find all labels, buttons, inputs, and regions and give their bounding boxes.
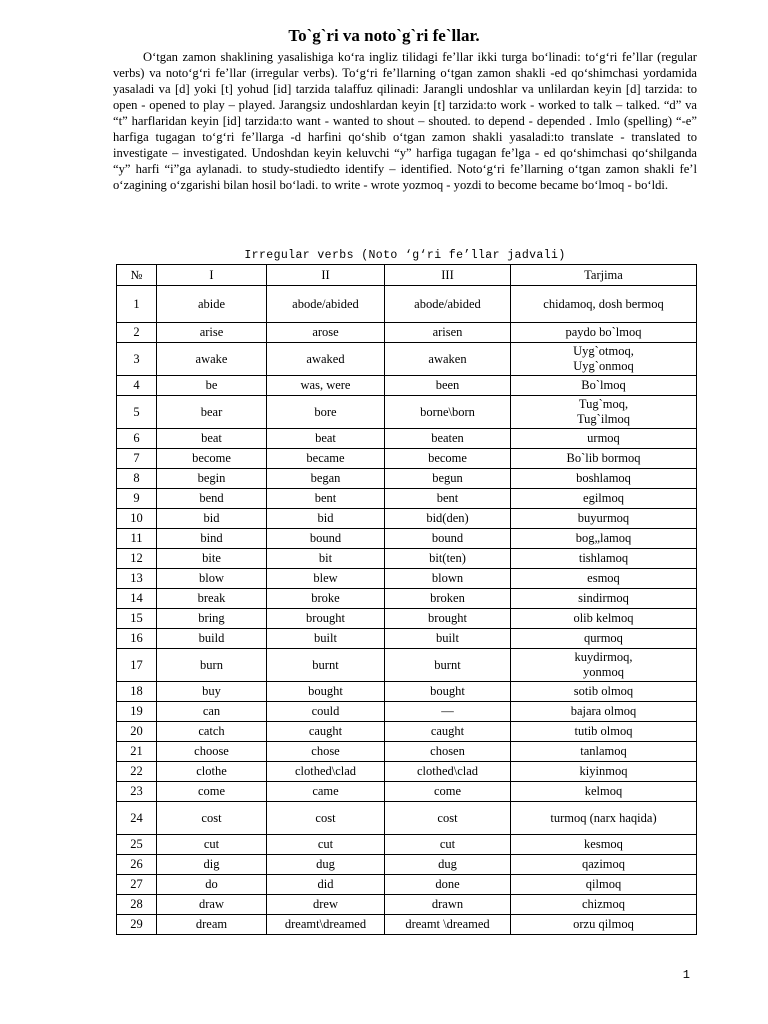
translation-line: turmoq (narx haqida) <box>550 810 657 825</box>
base-form-cell: cost <box>157 802 267 835</box>
table-row <box>117 286 697 323</box>
base-form-cell: abide <box>157 286 267 323</box>
past-simple-cell: chose <box>267 742 385 762</box>
past-simple-cell: abode/abided <box>267 286 385 323</box>
base-form-cell: become <box>157 449 267 469</box>
translation-line: yonmoq <box>583 665 624 679</box>
past-participle-cell: been <box>385 376 511 396</box>
past-participle-cell: abode/abided <box>385 286 511 323</box>
past-simple-cell: clothed\clad <box>267 762 385 782</box>
past-participle-cell: cut <box>385 835 511 855</box>
row-number-cell: 25 <box>117 835 157 855</box>
past-participle-cell: begun <box>385 469 511 489</box>
base-form-cell: be <box>157 376 267 396</box>
row-number-cell: 15 <box>117 609 157 629</box>
translation-line: qurmoq <box>584 631 623 645</box>
base-form-cell: bear <box>157 396 267 429</box>
past-participle-cell: drawn <box>385 895 511 915</box>
past-participle-cell: borne\born <box>385 396 511 429</box>
base-form-cell: clothe <box>157 762 267 782</box>
translation-line: qazimoq <box>581 857 626 871</box>
table-row <box>117 875 697 895</box>
base-form-cell: do <box>157 875 267 895</box>
translation-line: orzu qilmoq <box>573 917 634 931</box>
table-row <box>117 396 697 429</box>
translation-line: paydo bo`lmoq <box>565 325 642 339</box>
base-form-cell: buy <box>157 682 267 702</box>
translation-line: Uyg`onmoq <box>573 359 634 373</box>
header-past-participle: III <box>385 265 511 286</box>
translation-line: egilmoq <box>583 491 624 505</box>
table-row <box>117 609 697 629</box>
base-form-cell: break <box>157 589 267 609</box>
translation-cell <box>511 802 697 835</box>
translation-cell <box>511 323 697 343</box>
past-participle-cell: arisen <box>385 323 511 343</box>
table-row <box>117 682 697 702</box>
header-base-form: I <box>157 265 267 286</box>
past-participle-cell: come <box>385 782 511 802</box>
past-simple-cell: bore <box>267 396 385 429</box>
past-simple-cell: bought <box>267 682 385 702</box>
past-simple-cell: broke <box>267 589 385 609</box>
base-form-cell: cut <box>157 835 267 855</box>
past-participle-cell: built <box>385 629 511 649</box>
row-number-cell: 16 <box>117 629 157 649</box>
past-simple-cell: cut <box>267 835 385 855</box>
past-participle-cell: bit(ten) <box>385 549 511 569</box>
table-row <box>117 449 697 469</box>
translation-cell <box>511 682 697 702</box>
table-row <box>117 429 697 449</box>
translation-line: kelmoq <box>584 784 623 798</box>
translation-cell <box>511 589 697 609</box>
base-form-cell: arise <box>157 323 267 343</box>
translation-line: sotib olmoq <box>573 684 634 698</box>
base-form-cell: bid <box>157 509 267 529</box>
table-row <box>117 762 697 782</box>
translation-line: sindirmoq <box>578 591 629 605</box>
base-form-cell: dig <box>157 855 267 875</box>
table-caption: Irregular verbs (Noto ‘g‘ri fe’llar jadvali) <box>244 249 566 262</box>
base-form-cell: bite <box>157 549 267 569</box>
translation-cell <box>511 742 697 762</box>
past-participle-cell: burnt <box>385 649 511 682</box>
table-row <box>117 629 697 649</box>
table-header-row <box>117 265 697 286</box>
translation-line: tishlamoq <box>578 551 629 565</box>
past-participle-cell: bought <box>385 682 511 702</box>
translation-line: boshlamoq <box>576 471 631 485</box>
past-simple-cell: beat <box>267 429 385 449</box>
past-participle-cell: dreamt \dreamed <box>385 915 511 935</box>
table-row <box>117 569 697 589</box>
past-simple-cell: did <box>267 875 385 895</box>
row-number-cell: 17 <box>117 649 157 682</box>
base-form-cell: draw <box>157 895 267 915</box>
past-participle-cell: dug <box>385 855 511 875</box>
base-form-cell: catch <box>157 722 267 742</box>
base-form-cell: dream <box>157 915 267 935</box>
table-row <box>117 702 697 722</box>
translation-line: chizmoq <box>581 897 626 911</box>
row-number-cell: 2 <box>117 323 157 343</box>
past-simple-cell: drew <box>267 895 385 915</box>
past-participle-cell: bid(den) <box>385 509 511 529</box>
base-form-cell: blow <box>157 569 267 589</box>
past-simple-cell: bit <box>267 549 385 569</box>
translation-line: kesmoq <box>584 837 623 851</box>
past-simple-cell: was, were <box>267 376 385 396</box>
row-number-cell: 1 <box>117 286 157 323</box>
past-simple-cell: blew <box>267 569 385 589</box>
translation-line: Tug`moq, <box>578 397 629 411</box>
row-number-cell: 12 <box>117 549 157 569</box>
translation-cell <box>511 489 697 509</box>
row-number-cell: 4 <box>117 376 157 396</box>
base-form-cell: choose <box>157 742 267 762</box>
base-form-cell: begin <box>157 469 267 489</box>
translation-line: bajara olmoq <box>570 704 637 718</box>
past-participle-cell: done <box>385 875 511 895</box>
row-number-cell: 24 <box>117 802 157 835</box>
translation-cell <box>511 429 697 449</box>
row-number-cell: 18 <box>117 682 157 702</box>
table-row <box>117 915 697 935</box>
table-row <box>117 742 697 762</box>
translation-line: Tug`ilmoq <box>576 412 631 426</box>
past-participle-cell: brought <box>385 609 511 629</box>
row-number-cell: 19 <box>117 702 157 722</box>
row-number-cell: 26 <box>117 855 157 875</box>
translation-cell <box>511 396 697 429</box>
base-form-cell: build <box>157 629 267 649</box>
translation-cell <box>511 835 697 855</box>
translation-cell <box>511 782 697 802</box>
row-number-cell: 23 <box>117 782 157 802</box>
translation-cell <box>511 529 697 549</box>
table-row <box>117 589 697 609</box>
past-simple-cell: became <box>267 449 385 469</box>
past-simple-cell: dreamt\dreamed <box>267 915 385 935</box>
translation-line: kiyinmoq <box>579 764 628 778</box>
translation-line: Bo`lib bormoq <box>566 451 641 465</box>
row-number-cell: 9 <box>117 489 157 509</box>
row-number-cell: 11 <box>117 529 157 549</box>
translation-cell <box>511 915 697 935</box>
row-number-cell: 27 <box>117 875 157 895</box>
past-participle-cell: clothed\clad <box>385 762 511 782</box>
translation-cell <box>511 629 697 649</box>
past-participle-cell: broken <box>385 589 511 609</box>
row-number-cell: 21 <box>117 742 157 762</box>
base-form-cell: bind <box>157 529 267 549</box>
row-number-cell: 13 <box>117 569 157 589</box>
past-simple-cell: cost <box>267 802 385 835</box>
row-number-cell: 28 <box>117 895 157 915</box>
intro-paragraph <box>113 49 697 193</box>
header-number: № <box>117 265 157 286</box>
row-number-cell: 10 <box>117 509 157 529</box>
translation-line: bog„lamoq <box>575 531 632 545</box>
translation-cell <box>511 855 697 875</box>
past-simple-cell: bid <box>267 509 385 529</box>
past-participle-cell: bound <box>385 529 511 549</box>
translation-cell <box>511 449 697 469</box>
base-form-cell: bend <box>157 489 267 509</box>
past-participle-cell: become <box>385 449 511 469</box>
row-number-cell: 20 <box>117 722 157 742</box>
row-number-cell: 5 <box>117 396 157 429</box>
base-form-cell: awake <box>157 343 267 376</box>
row-number-cell: 14 <box>117 589 157 609</box>
intro-text: O‘tgan zamon shaklining yasalishiga ko‘ra ingliz tilidagi fe’llar ikki turga bo‘linadi: to‘g‘ri fe’llar (regular verbs) va noto‘g‘ri fe’llar (irregular verbs). To‘g‘ri fe’llarning o‘tgan zamon shakli -ed qo‘shimchasi yordamida yasaladi va [d] yoki [t] yohud [id] tarzida talaffuz qilinadi: Jarangli undoshlar va unlilardan keyin [d] tarzida: to open - opened to play – played. Jarangsiz undoshlardan keyin [t] tarzida:to work - worked to talk – talked. “d” va “t” harflaridan keyin [id] tarzida:to want - wanted to shout – shouted. to depend - depended . Imlo (spelling) “-e” harfiga tugagan to‘g‘ri fe’llarga -d harfini qo‘shib o‘tgan zamon shakli yasaladi:to translate - translated to investigate – investigated. Undoshdan keyin keluvchi “y” harfiga tugagan fe’lga - ed qo‘shimchasi qo‘shilganda “y” harfi “i”ga aylanadi. to study-studiedto identify – identified. Noto‘g‘ri fe’llarning o‘tgan zamon shakli fe’l o‘zagining o‘zgarishi bilan hosil bo‘ladi. to write - wrote yozmoq - yozdi to become became bo‘lmoq - bo‘ldi. <box>113 50 697 192</box>
past-simple-cell: bound <box>267 529 385 549</box>
translation-cell <box>511 286 697 323</box>
translation-cell <box>511 549 697 569</box>
table-row <box>117 529 697 549</box>
irregular-verbs-table <box>116 264 697 935</box>
translation-line: chidamoq, dosh bermoq <box>543 296 664 311</box>
past-simple-cell: arose <box>267 323 385 343</box>
past-simple-cell: built <box>267 629 385 649</box>
translation-line: tutib olmoq <box>574 724 633 738</box>
table-row <box>117 802 697 835</box>
table-row <box>117 549 697 569</box>
past-simple-cell: brought <box>267 609 385 629</box>
past-simple-cell: began <box>267 469 385 489</box>
translation-line: buyurmoq <box>577 511 630 525</box>
table-row <box>117 835 697 855</box>
table-row <box>117 782 697 802</box>
translation-line: urmoq <box>587 431 620 445</box>
base-form-cell: bring <box>157 609 267 629</box>
row-number-cell: 3 <box>117 343 157 376</box>
row-number-cell: 6 <box>117 429 157 449</box>
translation-cell <box>511 649 697 682</box>
table-row <box>117 323 697 343</box>
table-row <box>117 855 697 875</box>
past-simple-cell: caught <box>267 722 385 742</box>
past-participle-cell: blown <box>385 569 511 589</box>
row-number-cell: 7 <box>117 449 157 469</box>
row-number-cell: 8 <box>117 469 157 489</box>
table-row <box>117 469 697 489</box>
translation-line: Bo`lmoq <box>581 378 626 392</box>
past-simple-cell: came <box>267 782 385 802</box>
translation-cell <box>511 509 697 529</box>
translation-line: olib kelmoq <box>573 611 634 625</box>
table-row <box>117 722 697 742</box>
translation-cell <box>511 469 697 489</box>
past-simple-cell: awaked <box>267 343 385 376</box>
translation-cell <box>511 376 697 396</box>
translation-line: kuydirmoq, <box>574 650 633 664</box>
row-number-cell: 29 <box>117 915 157 935</box>
row-number-cell: 22 <box>117 762 157 782</box>
header-translation: Tarjima <box>511 265 697 286</box>
past-simple-cell: dug <box>267 855 385 875</box>
base-form-cell: burn <box>157 649 267 682</box>
past-simple-cell: bent <box>267 489 385 509</box>
translation-line: esmoq <box>587 571 620 585</box>
page-number: 1 <box>682 968 690 982</box>
table-row <box>117 509 697 529</box>
base-form-cell: can <box>157 702 267 722</box>
past-participle-cell: — <box>385 702 511 722</box>
past-participle-cell: cost <box>385 802 511 835</box>
base-form-cell: beat <box>157 429 267 449</box>
translation-cell <box>511 569 697 589</box>
past-participle-cell: caught <box>385 722 511 742</box>
translation-cell <box>511 895 697 915</box>
past-participle-cell: bent <box>385 489 511 509</box>
table-row <box>117 376 697 396</box>
translation-cell <box>511 702 697 722</box>
past-simple-cell: burnt <box>267 649 385 682</box>
past-participle-cell: beaten <box>385 429 511 449</box>
page-title: To`g`ri va noto`g`ri fe`llar. <box>288 26 480 45</box>
translation-cell <box>511 722 697 742</box>
translation-cell <box>511 762 697 782</box>
table-row <box>117 895 697 915</box>
past-participle-cell: awaken <box>385 343 511 376</box>
translation-cell <box>511 609 697 629</box>
translation-line: qilmoq <box>585 877 622 891</box>
base-form-cell: come <box>157 782 267 802</box>
translation-line: Uyg`otmoq, <box>573 344 634 358</box>
table-row <box>117 649 697 682</box>
table-body <box>117 286 697 935</box>
header-past-simple: II <box>267 265 385 286</box>
translation-cell <box>511 343 697 376</box>
past-simple-cell: could <box>267 702 385 722</box>
past-participle-cell: chosen <box>385 742 511 762</box>
table-row <box>117 489 697 509</box>
translation-line: tanlamoq <box>580 744 627 758</box>
translation-cell <box>511 875 697 895</box>
table-row <box>117 343 697 376</box>
